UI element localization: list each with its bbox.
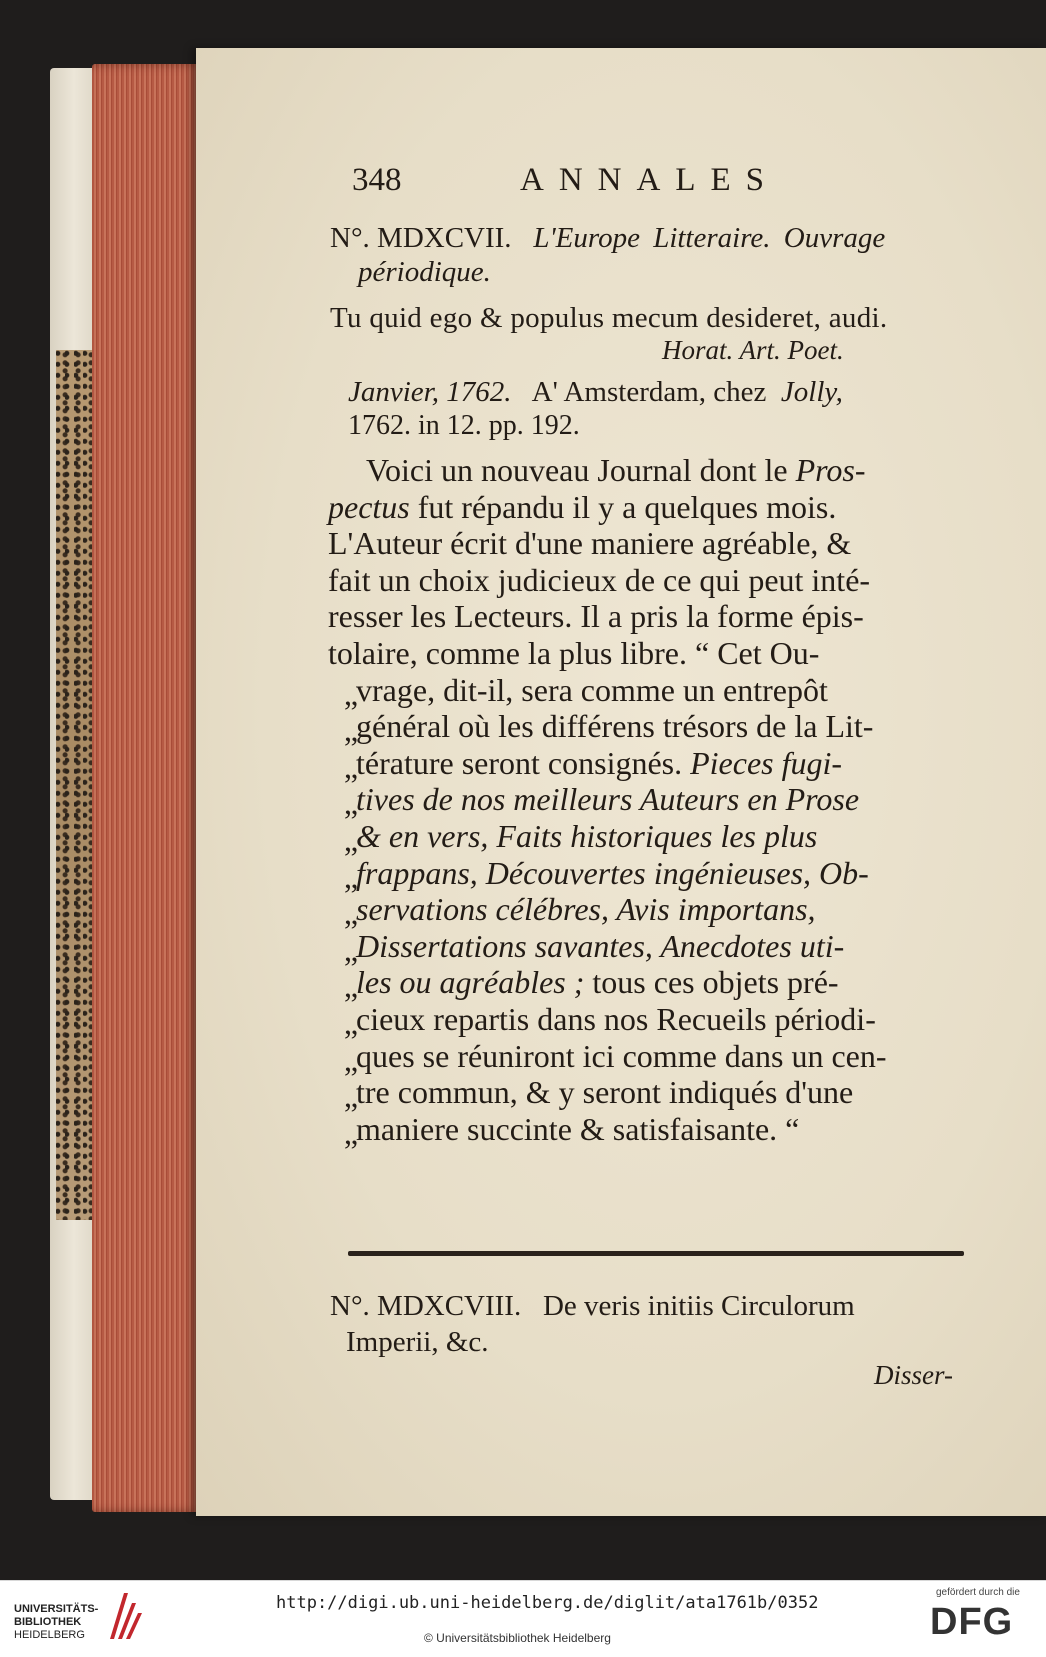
section-rule (348, 1251, 964, 1256)
body-line (328, 598, 864, 635)
body-line (356, 781, 859, 818)
library-name-line1: UNIVERSITÄTS- (14, 1603, 99, 1615)
italic-run: frappans, Découvertes ingénieuses, Ob- (356, 854, 869, 891)
body-line (356, 855, 869, 892)
text-run: tous ces objets pré- (584, 964, 839, 1001)
text-run: tre commun, & y seront indiqués d'une (356, 1074, 854, 1111)
body-line (356, 1038, 887, 1075)
body-line (356, 1074, 853, 1111)
text-run: fait un choix judicieux de ce qui peut inté- (328, 561, 871, 598)
entry1-number: N°. MDXCVII. (330, 222, 512, 254)
body-line (328, 489, 836, 526)
body-line (356, 928, 844, 965)
text-run: L'Auteur écrit d'une maniere agréable, & (328, 525, 852, 562)
imprint-publisher: Jolly, (780, 376, 843, 408)
quote-mark: „ (343, 1041, 359, 1078)
quote-mark: „ (343, 1078, 359, 1115)
quote-mark: „ (343, 748, 359, 785)
text-run: ques se réuniront ici comme dans un cen- (356, 1037, 887, 1074)
text-run: maniere succinte & satisfaisante. “ (356, 1110, 800, 1147)
quote-mark: „ (343, 1114, 359, 1151)
quote-mark: „ (343, 931, 359, 968)
body-line (356, 672, 828, 709)
body-line (356, 745, 842, 782)
body-line (366, 452, 865, 489)
text-run: cieux repartis dans nos Recueils périodi- (356, 1001, 876, 1037)
entry1-heading (330, 222, 885, 255)
body-line (328, 635, 819, 672)
text-run: vrage, dit-il, sera comme un entrepôt (356, 671, 828, 708)
copyright-notice: © Universitätsbibliothek Heidelberg (424, 1631, 611, 1645)
imprint-line-2: 1762. in 12. pp. 192. (348, 410, 580, 441)
entry2-title: De veris initiis Circulorum (542, 1290, 855, 1322)
quote-mark: „ (343, 968, 359, 1005)
entry1-title: L'Europe Litteraire. Ouvrage (533, 222, 886, 254)
body-line (356, 964, 839, 1001)
quote-mark: „ (343, 785, 359, 822)
dfg-logo: DFG (930, 1601, 1014, 1643)
body-line (356, 708, 873, 745)
body-line (356, 891, 816, 928)
quote-mark: „ (343, 712, 359, 749)
text-run: resser les Lecteurs. Il a pris la forme épis- (328, 598, 864, 635)
page-number: 348 (352, 162, 402, 198)
italic-run: servations célébres, Avis importans, (356, 891, 816, 928)
italic-run: les ou agréables ; (356, 964, 585, 1001)
viewer-footer (0, 1580, 1046, 1657)
italic-run: Pros- (795, 452, 866, 488)
running-title: ANNALES (520, 162, 779, 198)
library-name-line2: BIBLIOTHEK (14, 1616, 82, 1628)
quote-mark: „ (343, 1005, 359, 1041)
permalink-url[interactable]: http://digi.ub.uni-heidelberg.de/diglit/ata1761b/0352 (276, 1593, 819, 1613)
epigraph: Tu quid ego & populus mecum desideret, audi. (330, 302, 888, 334)
imprint-place: A' Amsterdam, chez (531, 376, 767, 408)
text-run: térature seront consignés. (356, 744, 691, 781)
text-run: Voici un nouveau Journal dont le (366, 452, 796, 488)
body-line (328, 562, 870, 599)
body-line (356, 1111, 799, 1148)
red-page-edges (92, 64, 202, 1512)
imprint-date: Janvier, 1762. (348, 376, 512, 408)
epigraph-source: Horat. Art. Poet. (662, 335, 844, 365)
entry2-number: N°. MDXCVIII. (330, 1290, 522, 1322)
text-run: tolaire, comme la plus libre. “ Cet Ou- (328, 635, 820, 671)
italic-run: Pieces fugi- (690, 744, 843, 781)
entry2-title-cont: Imperii, &c. (346, 1326, 489, 1358)
italic-run: pectus (328, 488, 410, 525)
catchword: Disser- (874, 1360, 953, 1390)
entry2-heading (330, 1290, 855, 1323)
quote-mark: „ (343, 822, 359, 858)
italic-run: & en vers, Faits historiques les plus (356, 818, 818, 854)
library-logo-icon (104, 1589, 146, 1643)
body-line (356, 1001, 876, 1038)
body-line (356, 818, 817, 855)
text-run: fut répandu il y a quelques mois. (409, 488, 837, 525)
italic-run: Dissertations savantes, Anecdotes uti- (356, 927, 845, 964)
text-run: général où les différens trésors de la Lit- (356, 708, 874, 745)
quote-mark: „ (343, 675, 359, 712)
quote-mark: „ (343, 858, 359, 895)
funder-note: gefördert durch die (936, 1587, 1020, 1598)
body-line (328, 525, 851, 562)
entry1-title-cont: périodique. (358, 256, 491, 288)
quote-mark: „ (343, 895, 359, 932)
library-name (14, 1603, 98, 1642)
library-name-line3: HEIDELBERG (14, 1629, 85, 1641)
imprint-line-1 (348, 376, 843, 409)
italic-run: tives de nos meilleurs Auteurs en Prose (356, 781, 860, 818)
